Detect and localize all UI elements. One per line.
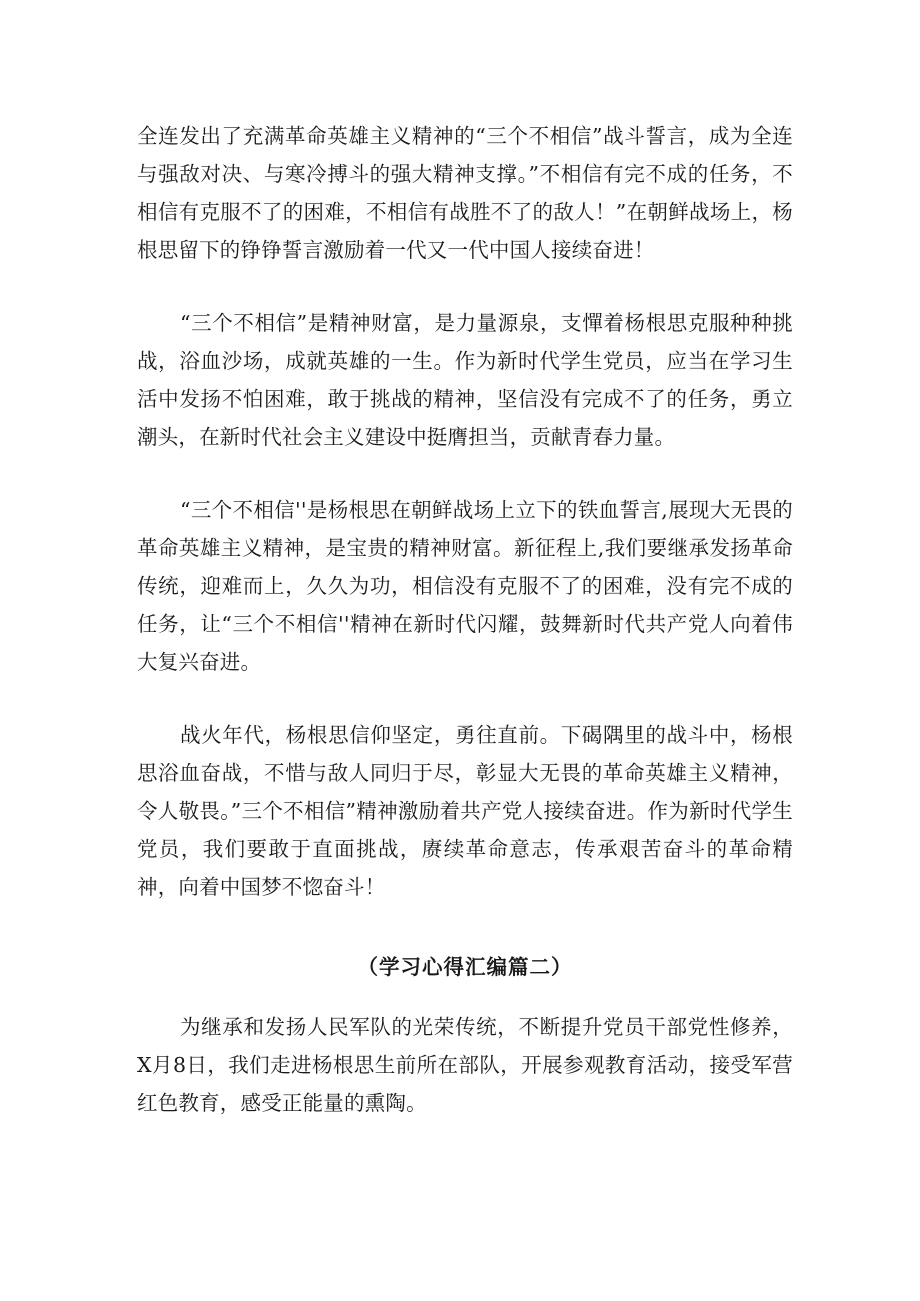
paragraph-3: “三个不相信''是杨根思在朝鲜战场上立下的铁血誓言,展现大无畏的革命英雄主义精神，是宝贵的精神财富。新征程上,我们要继承发扬革命传统，迎难而上，久久为功，相信没有克服不了的困难，没有完不成的任务，让“三个不相信''精神在新时代闪耀，鼓舞新时代共产党人向着伟大复兴奋进。 — [137, 498, 793, 674]
document-body — [137, 117, 793, 1122]
section-heading: （学习心得汇编篇二） — [357, 955, 573, 979]
paragraph-5: 为继承和发扬人民军队的光荣传统，不断提升党员干部党性修养，X月8日，我们走进杨根思生前所在部队，开展参观教育活动，接受军营红色教育，感受正能量的熏陶。 — [137, 1015, 793, 1115]
paragraph-2: “三个不相信”是精神财富，是力量源泉，支憚着杨根思克服种种挑战，浴血沙场，成就英雄的一生。作为新时代学生党员，应当在学习生活中发扬不怕困难，敢于挑战的精神，坚信没有完成不了的任务，勇立潮头，在新时代社会主义建设中挺膺担当，贡献青春力量。 — [137, 311, 793, 449]
paragraph-4: 战火年代，杨根思信仰坚定，勇往直前。下碣隅里的战斗中，杨根思浴血奋战，不惜与敌人同归于尽，彰显大无畏的革命英雄主义精神，令人敬畏。”三个不相信”精神激励着共产党人接续奋进。作为新时代学生党员，我们要敢于直面挑战，赓续革命意志，传承艰苦奋斗的革命精神，向着中国梦不惚奋斗！ — [137, 723, 793, 899]
paragraph-1: 全连发出了充满革命英雄主义精神的“三个不相信”战斗誓言，成为全连与强敌对决、与寒冷搏斗的强大精神支撑。”不相信有完不成的任务，不相信有克服不了的困难，不相信有战胜不了的敌人！”在朝鲜战场上，杨根思留下的铮铮誓言激励着一代又一代中国人接续奋进！ — [137, 124, 793, 262]
